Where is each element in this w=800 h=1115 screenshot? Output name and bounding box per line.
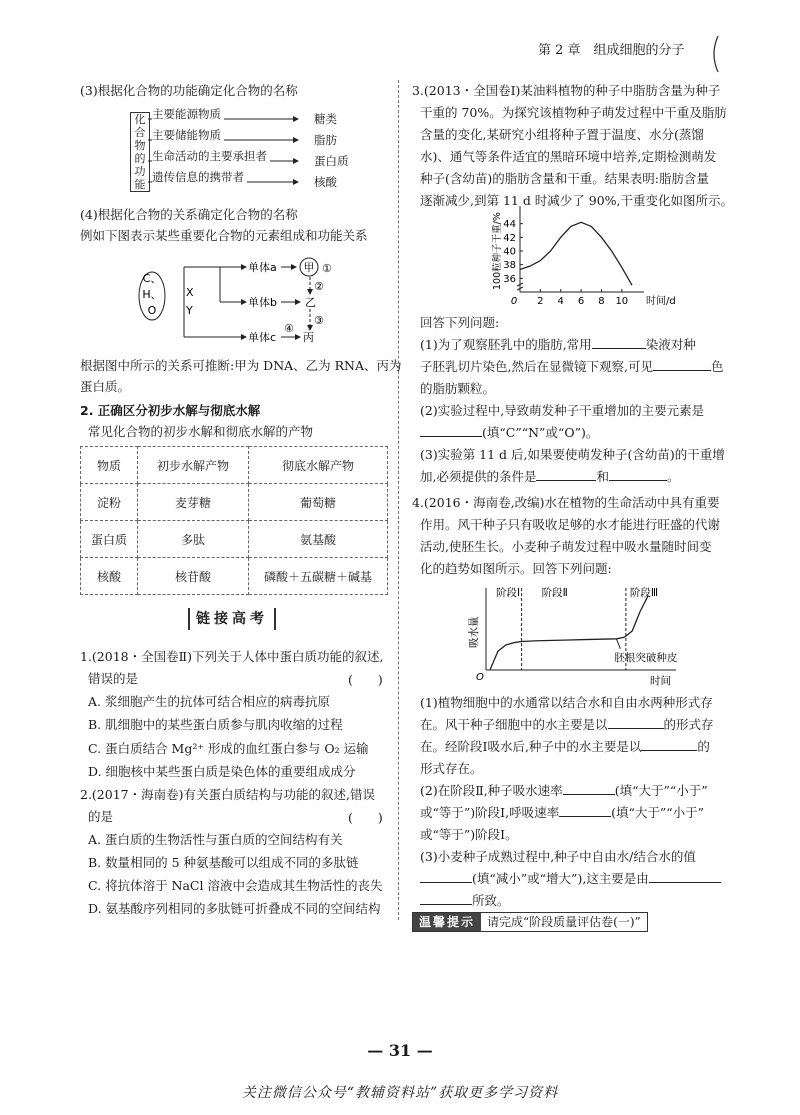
table-cell: 葡萄糖 [249,484,388,521]
y-axis-label: 吸水量 [468,616,480,648]
annotation-label: 胚根突破种皮 [614,651,678,664]
s2-intro: 常见化合物的初步水解和彻底水解的产物 [88,424,314,439]
q3-part2-line1: (2)实验过程中,导致萌发种子干重增加的主要元素是 [420,403,705,418]
function-box: 化 合 物 的 功 能 [130,112,150,192]
table-cell: 麦芽糖 [138,484,249,521]
table-row [81,558,388,595]
x-tick-label: 10 [615,296,629,307]
q4-part1-line2: 在。风干种子细胞中的水主要是以 的形式存 [420,717,714,732]
compound-relation-diagram [138,252,368,352]
q1-option-a: A. 浆细胞产生的抗体可结合相应的病毒抗原 [88,694,330,709]
s3-title: (3)根据化合物的功能确定化合物的名称 [80,83,298,98]
x-tick-label: 8 [598,296,605,307]
q4-part1-line4: 形式存在。 [420,761,483,776]
q2-option-a: A. 蛋白质的生物活性与蛋白质的空间结构有关 [88,832,343,847]
answer-blank[interactable] [649,870,721,883]
q2-option-d: D. 氨基酸序列相同的多肽链可折叠成不同的空间结构 [88,901,381,916]
label-x: X [186,286,194,299]
s4-intro: 例如下图表示某些重要化合物的元素组成和功能关系 [80,228,368,243]
answer-blank[interactable] [420,424,482,437]
unit-b: 单体b [248,296,277,309]
stage-label: 阶段Ⅱ [541,587,568,599]
q3-part1-line1: (1)为了观察胚乳中的脂肪,常用 染液对种 [420,337,696,352]
q1-answer-bracket: ( ) [348,672,383,687]
q4-line-2: 作用。风干种子只有吸收足够的水才能进行旺盛的代谢 [420,517,721,532]
q4-part1-line1: (1)植物细胞中的水通常以结合水和自由水两种形式存 [420,695,713,710]
func-row-1-label: 主要能源物质 [152,106,224,122]
num-4: ④ [284,322,294,335]
column-divider [398,80,399,920]
q3-line-1: 3.(2013・全国卷Ⅰ)某油料植物的种子中脂肪含量为种子 [412,83,721,98]
q2-option-c: C. 将抗体溶于 NaCl 溶液中会造成其生物活性的丧失 [88,878,383,893]
table-row [81,521,388,558]
answer-blank[interactable] [609,468,667,481]
unit-a: 单体a [248,261,277,274]
q3-part3-line1: (3)实验第 11 d 后,如果要使萌发种子(含幼苗)的干重增 [420,447,725,462]
table-cell: 多肽 [138,521,249,558]
series-line-dry-weight [520,222,632,285]
answer-blank[interactable] [608,716,664,729]
q4-line-4: 化的趋势如图所示。回答下列问题: [420,561,612,576]
answer-blank[interactable] [592,336,646,349]
label-yi: 乙 [305,296,316,309]
q3-answer-prompt: 回答下列问题: [420,315,500,330]
q3-line-6: 逐渐减少,到第 11 d 时减少了 90%,干重变化如图所示。 [420,193,734,208]
q3-part1-line3: 的脂肪颗粒。 [420,381,496,396]
q1-stem-1: 1.(2018・全国卷Ⅱ)下列关于人体中蛋白质功能的叙述, [80,649,384,664]
hydrolysis-table [80,446,388,595]
func-row-3-result: 蛋白质 [314,154,349,168]
warm-tip [412,912,648,932]
table-cell: 淀粉 [81,484,138,521]
q4-part1-line3: 在。经阶段Ⅰ吸水后,种子中的水主要是以 的 [420,739,710,754]
table-row [81,484,388,521]
table-header-row [81,447,388,484]
footer-note: 关注微信公众号“教辅资料站”获取更多学习资料 [241,1085,559,1101]
link-gaokao-title: 链接高考 [188,608,276,630]
q3-part3-line2: 加,必须提供的条件是 和 。 [420,469,680,484]
answer-blank[interactable] [559,804,611,817]
y-tick-label: 38 [503,260,516,272]
func-row-4-result: 核酸 [314,175,337,189]
table-cell: 核酸 [81,558,138,595]
table-cell: 磷酸＋五碳糖＋碱基 [249,558,388,595]
y-tick-label: 36 [503,273,516,285]
s4-conclusion-2: 蛋白质。 [80,379,131,394]
num-2: ② [314,280,324,293]
unit-c: 单体c [248,331,277,344]
q1-option-d: D. 细胞核中某些蛋白质是染色体的重要组成成分 [88,764,356,779]
table-cell: 核苷酸 [138,558,249,595]
warm-tip-text: 请完成“阶段质量评估卷(一)” [487,915,641,929]
x-tick-label: 4 [557,296,564,307]
q4-part3-line2: (填“减小”或“增大”),这主要是由 [420,870,721,888]
table-header: 初步水解产物 [138,447,249,484]
q3-line-5: 种子(含幼苗)的脂肪含量和干重。结果表明:脂肪含量 [420,171,709,186]
answer-blank[interactable] [420,892,472,905]
q2-answer-bracket: ( ) [348,810,383,825]
x-axis-label: 时间 [650,675,671,686]
q3-line-4: 水)、通气等条件适宜的黑暗环境中培养,定期检测萌发 [420,149,717,164]
answer-blank[interactable] [536,468,596,481]
func-row-2-result: 脂肪 [314,133,337,147]
q2-stem-1: 2.(2017・海南卷)有关蛋白质结构与功能的叙述,错误 [80,787,375,802]
q3-line-2: 干重的 70%。为探究该植物种子萌发过程中干重及脂肪 [420,105,727,120]
q4-line-3: 活动,使胚生长。小麦种子萌发过程中吸水量随时间变 [420,539,712,554]
dry-weight-chart [492,202,692,310]
q4-part2-line3: 或“等于”)阶段Ⅰ。 [420,827,518,842]
q1-option-b: B. 肌细胞中的某些蛋白质参与肌肉收缩的过程 [88,717,343,732]
q1-stem-2: 错误的是 [88,671,139,686]
func-row-2-label: 主要储能物质 [152,127,224,143]
x-tick-label: 6 [577,296,585,307]
element-o: O [147,304,157,317]
stage-label: 阶段Ⅲ [629,587,659,599]
q3-line-3: 含量的变化,某研究小组将种子置于温度、水分(蒸馏 [420,127,704,142]
table-cell: 氨基酸 [249,521,388,558]
s4-title: (4)根据化合物的关系确定化合物的名称 [80,207,298,222]
stage-label: 阶段Ⅰ [496,587,521,599]
q1-option-c: C. 蛋白质结合 Mg²⁺ 形成的血红蛋白参与 O₂ 运输 [88,741,369,756]
q3-part1-line2: 子胚乳切片染色,然后在显微镜下观察,可见 色 [420,359,724,374]
q3-part2-line2: (填“C”“N”或“O”)。 [420,424,598,442]
x-tick-label: 2 [537,296,544,307]
x-axis-label: 时间/d [646,296,676,307]
answer-blank[interactable] [563,782,615,795]
y-tick-label: 40 [503,246,516,258]
answer-blank[interactable] [420,870,472,883]
q4-part3-line3: 所致。 [420,892,510,910]
s2-heading: 2. 正确区分初步水解与彻底水解 [80,403,261,418]
table-header: 彻底水解产物 [249,447,388,484]
y-tick-label: 44 [503,219,516,231]
func-row-3-label: 生命活动的主要承担者 [152,148,270,164]
func-row-1-result: 糖类 [314,112,337,126]
func-row-4-label: 遗传信息的携带者 [152,169,247,185]
header-curve [708,34,724,74]
s4-conclusion-1: 根据图中所示的关系可推断:甲为 DNA、乙为 RNA、丙为 [80,358,402,373]
y-tick-label: 42 [503,232,516,244]
label-bing: 丙 [303,331,314,344]
q4-line-1: 4.(2016・海南卷,改编)水在植物的生命活动中具有重要 [412,495,720,510]
answer-blank[interactable] [653,358,711,371]
table-header: 物质 [81,447,138,484]
q4-part3-line1: (3)小麦种子成熟过程中,种子中自由水/结合水的值 [420,849,696,864]
page-number: — 31 — [367,1041,433,1060]
element-h: H、 [142,288,162,301]
origin-label: O [476,672,484,683]
y-axis-label: 100粒种子干重/% [492,212,503,290]
chapter-header: 第 2 章 组成细胞的分子 [538,43,685,58]
element-c: C、 [142,272,162,285]
q2-option-b: B. 数量相同的 5 种氨基酸可以组成不同的多肽链 [88,855,359,870]
x-tick-label: 0 [510,296,518,307]
q4-part2-line1: (2)在阶段Ⅱ,种子吸水速率 (填“大于”“小于” [420,783,708,798]
answer-blank[interactable] [641,738,697,751]
label-y: Y [186,304,193,317]
function-diagram [130,108,370,196]
q4-part2-line2: 或“等于”)阶段Ⅰ,呼吸速率 (填“大于”“小于” [420,805,705,820]
q2-stem-2: 的是 [88,809,114,824]
annotation-leader [616,639,620,649]
num-1: ① [322,262,332,275]
num-3: ③ [314,314,324,327]
label-jia: 甲 [303,261,315,274]
warm-tip-tag: 温馨提示 [413,913,481,931]
table-cell: 蛋白质 [81,521,138,558]
water-uptake-chart [466,582,696,686]
